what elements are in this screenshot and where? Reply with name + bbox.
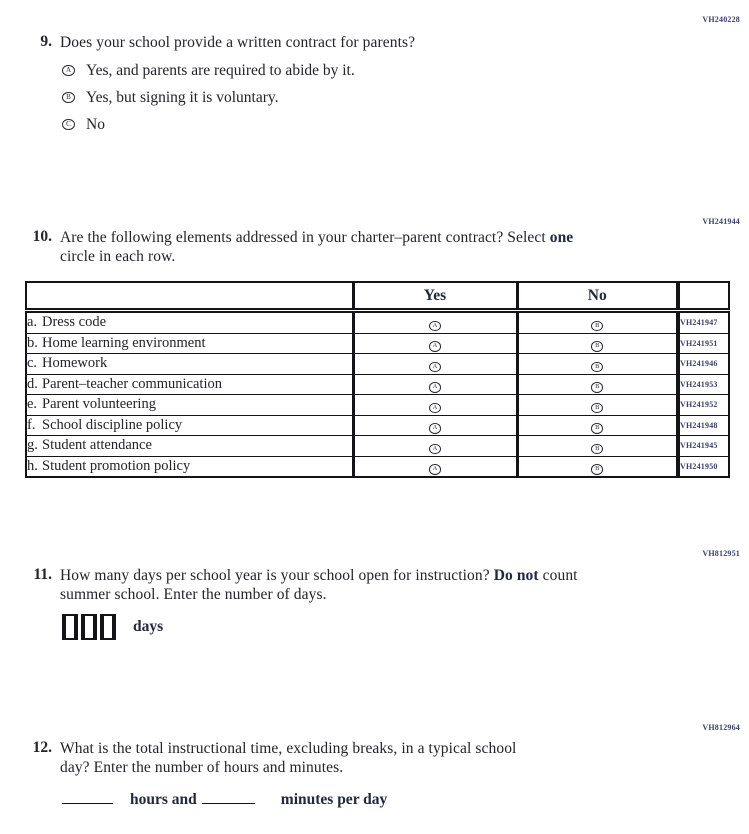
digit-box-3[interactable] bbox=[100, 614, 116, 640]
row-label: g. Student attendance bbox=[26, 436, 353, 457]
table-row bbox=[26, 354, 729, 375]
header-yes: Yes bbox=[353, 282, 517, 311]
question-9-options bbox=[62, 57, 355, 138]
row-item-code: VH241946 bbox=[678, 354, 729, 375]
yes-bubble-cell[interactable]: A bbox=[353, 333, 517, 354]
yes-bubble-cell[interactable]: A bbox=[353, 374, 517, 395]
question-12-number: 12. bbox=[32, 739, 52, 756]
radio-bubble-b[interactable]: B bbox=[62, 92, 75, 104]
question-9-text: Does your school provide a written contract for parents? bbox=[60, 34, 416, 51]
days-label: days bbox=[133, 618, 164, 635]
row-label: d. Parent–teacher communication bbox=[26, 374, 353, 395]
yes-bubble-cell[interactable]: A bbox=[353, 456, 517, 477]
row-item-code: VH241948 bbox=[678, 415, 729, 436]
no-bubble-cell[interactable]: B bbox=[517, 354, 678, 375]
no-bubble-cell[interactable]: B bbox=[517, 311, 678, 334]
item-code-q12: VH812964 bbox=[702, 723, 740, 732]
option-row bbox=[62, 84, 355, 111]
digit-box-1[interactable] bbox=[62, 614, 78, 640]
header-blank bbox=[26, 282, 353, 311]
hours-label: hours and bbox=[130, 791, 197, 809]
minutes-label: minutes per day bbox=[280, 791, 388, 809]
option-label: Yes, and parents are required to abide by it. bbox=[86, 61, 355, 79]
no-bubble-cell[interactable]: B bbox=[517, 333, 678, 354]
yes-bubble-cell[interactable]: A bbox=[353, 311, 517, 334]
question-10-number: 10. bbox=[32, 228, 52, 245]
table-row bbox=[26, 395, 729, 416]
hours-blank[interactable] bbox=[62, 789, 113, 804]
no-bubble-cell[interactable]: B bbox=[517, 436, 678, 457]
row-item-code: VH241951 bbox=[678, 333, 729, 354]
radio-bubble-c[interactable]: C bbox=[62, 119, 75, 131]
option-label: Yes, but signing it is voluntary. bbox=[86, 88, 279, 106]
no-bubble-cell[interactable]: B bbox=[517, 374, 678, 395]
question-11-number: 11. bbox=[33, 566, 52, 583]
question-10-text: Are the following elements addressed in your charter–parent contract? Select one circle in each row. bbox=[60, 229, 574, 265]
no-bubble-cell[interactable]: B bbox=[517, 456, 678, 477]
row-label: a. Dress code bbox=[26, 311, 353, 334]
header-code-blank bbox=[678, 282, 729, 311]
row-label: h. Student promotion policy bbox=[26, 456, 353, 477]
question-9-number: 9. bbox=[40, 33, 52, 50]
row-item-code: VH241952 bbox=[678, 395, 729, 416]
yes-bubble-cell[interactable]: A bbox=[353, 395, 517, 416]
row-label: b. Home learning environment bbox=[26, 333, 353, 354]
digit-box-2[interactable] bbox=[81, 614, 97, 640]
row-item-code: VH241945 bbox=[678, 436, 729, 457]
row-item-code: VH241947 bbox=[678, 311, 729, 334]
row-label: f. School discipline policy bbox=[26, 415, 353, 436]
table-row bbox=[26, 333, 729, 354]
minutes-blank[interactable] bbox=[202, 789, 255, 804]
table-row bbox=[26, 374, 729, 395]
yes-bubble-cell[interactable]: A bbox=[353, 415, 517, 436]
question-12-text: What is the total instructional time, excluding breaks, in a typical school day? Enter the number of hours and minutes. bbox=[60, 740, 517, 776]
row-label: c. Homework bbox=[26, 354, 353, 375]
option-row bbox=[62, 57, 355, 84]
table-row bbox=[26, 436, 729, 457]
header-no: No bbox=[517, 282, 678, 311]
item-code-q10: VH241944 bbox=[702, 217, 740, 226]
option-label: No bbox=[86, 115, 105, 133]
item-code-q9: VH240228 bbox=[702, 15, 740, 24]
table-row bbox=[26, 311, 729, 334]
item-code-q11: VH812951 bbox=[702, 549, 740, 558]
yes-bubble-cell[interactable]: A bbox=[353, 354, 517, 375]
table-header-row bbox=[26, 282, 729, 311]
option-row bbox=[62, 111, 355, 138]
days-entry bbox=[62, 613, 163, 641]
charter-contract-table bbox=[25, 281, 730, 478]
row-label: e. Parent volunteering bbox=[26, 395, 353, 416]
no-bubble-cell[interactable]: B bbox=[517, 415, 678, 436]
no-bubble-cell[interactable]: B bbox=[517, 395, 678, 416]
row-item-code: VH241953 bbox=[678, 374, 729, 395]
time-entry bbox=[62, 789, 387, 809]
table-row bbox=[26, 415, 729, 436]
question-11-text: How many days per school year is your school open for instruction? Do not count summer school. Enter the number of days. bbox=[60, 567, 578, 603]
row-item-code: VH241950 bbox=[678, 456, 729, 477]
yes-bubble-cell[interactable]: A bbox=[353, 436, 517, 457]
table-row bbox=[26, 456, 729, 477]
radio-bubble-a[interactable]: A bbox=[62, 65, 75, 77]
